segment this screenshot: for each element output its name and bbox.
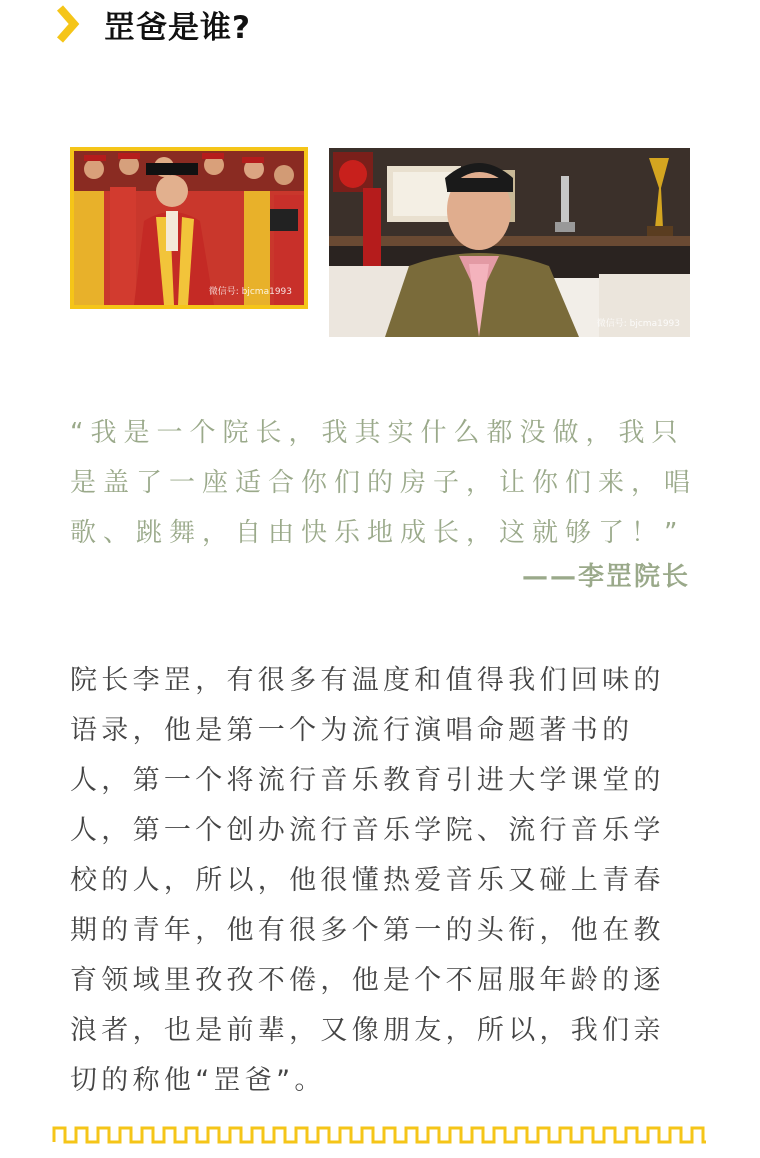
body-line: 语录，他是第一个为流行演唱命题著书的 — [70, 715, 634, 746]
decorative-border — [52, 1124, 708, 1146]
photo-watermark: 微信号: bjcma1993 — [596, 319, 680, 329]
graduation-photo — [70, 147, 308, 309]
photo-watermark: 微信号: bjcma1993 — [208, 287, 292, 297]
body-line: 人，第一个创办流行音乐学院、流行音乐学 — [70, 815, 665, 846]
quote-line: “我是一个院长，我其实什么都没做，我只 — [70, 418, 685, 448]
body-line: 校的人，所以，他很懂热爱音乐又碰上青春 — [70, 865, 665, 896]
section-header — [52, 2, 251, 46]
quote-line: 是盖了一座适合你们的房子，让你们来，唱 — [70, 468, 698, 498]
body-paragraph — [70, 656, 692, 1106]
body-line: 人，第一个将流行音乐教育引进大学课堂的 — [70, 765, 665, 796]
quote-line: 歌、跳舞，自由快乐地成长，这就够了！” — [70, 518, 685, 548]
interview-photo — [329, 148, 690, 337]
body-line: 切的称他“罡爸”。 — [70, 1065, 326, 1096]
body-line: 浪者，也是前辈，又像朋友，所以，我们亲 — [70, 1015, 665, 1046]
page-title: 罡爸是谁? — [104, 9, 251, 46]
quote-attribution: ——李罡院长 — [521, 562, 690, 592]
chevron-right-icon — [52, 4, 82, 44]
body-line: 期的青年，他有很多个第一的头衔，他在教 — [70, 915, 665, 946]
quote-block — [70, 408, 698, 558]
body-line: 育领域里孜孜不倦，他是个不屈服年龄的逐 — [70, 965, 665, 996]
body-line: 院长李罡，有很多有温度和值得我们回味的 — [70, 665, 665, 696]
